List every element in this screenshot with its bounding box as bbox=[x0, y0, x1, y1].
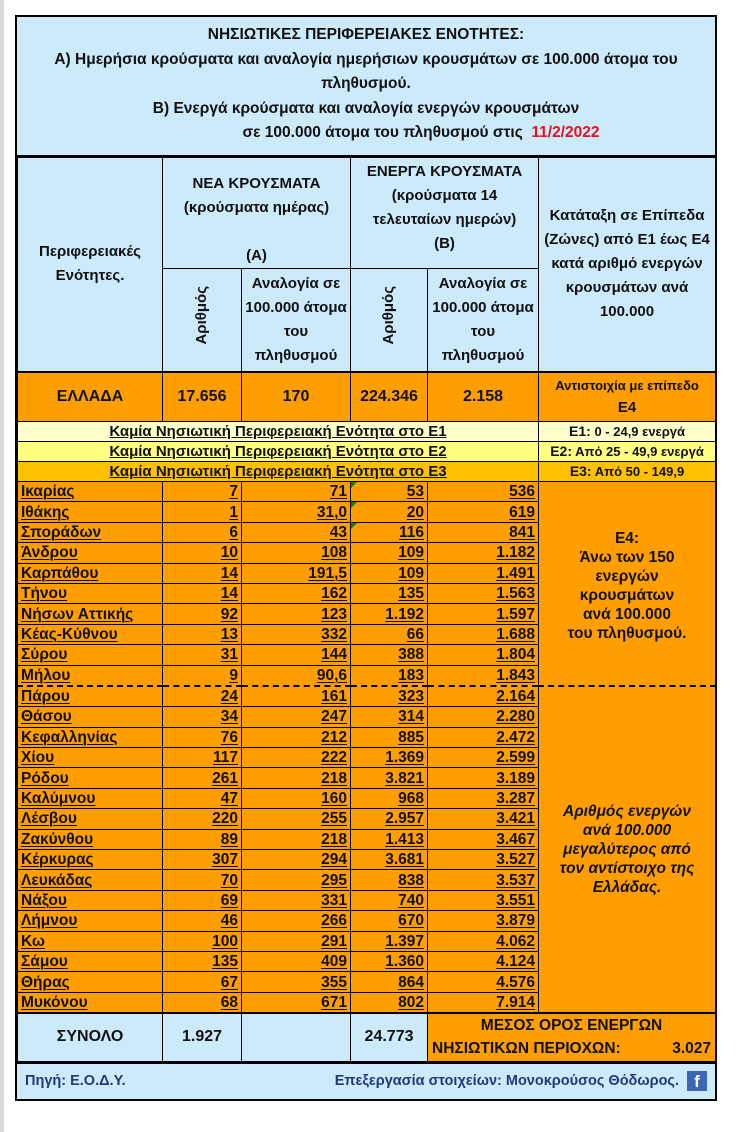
above-greece-note-l5: Ελλάδας. bbox=[592, 879, 662, 897]
island-name: Ζακύνθου bbox=[18, 829, 163, 849]
island-name: Θήρας bbox=[18, 972, 163, 992]
island-new-cases: 92 bbox=[163, 604, 242, 624]
header-active-number bbox=[351, 269, 428, 372]
facebook-icon[interactable]: f bbox=[687, 1071, 707, 1091]
island-new-cases: 14 bbox=[163, 563, 242, 583]
island-active-cases: 314 bbox=[351, 707, 428, 727]
island-new-ratio: 144 bbox=[242, 645, 351, 665]
island-active-ratio: 3.467 bbox=[428, 829, 539, 849]
greece-new: 17.656 bbox=[163, 372, 242, 422]
island-new-ratio: 409 bbox=[242, 951, 351, 971]
island-active-cases: 968 bbox=[351, 788, 428, 808]
island-active-cases: 66 bbox=[351, 624, 428, 644]
island-active-cases: 183 bbox=[351, 665, 428, 686]
island-new-ratio: 218 bbox=[242, 768, 351, 788]
title-line-5 bbox=[17, 121, 715, 146]
total-new: 1.927 bbox=[163, 1013, 242, 1061]
island-name: Λέσβου bbox=[18, 809, 163, 829]
source-text: Πηγή: Ε.Ο.Δ.Υ. bbox=[25, 1073, 126, 1090]
island-name: Χίου bbox=[18, 748, 163, 768]
island-rows bbox=[18, 482, 716, 1014]
island-name: Τήνου bbox=[18, 583, 163, 603]
credit-text: Επεξεργασία στοιχείων: Μονοκρούσος Θόδωρος. bbox=[334, 1072, 679, 1089]
island-new-cases: 14 bbox=[163, 583, 242, 603]
island-new-ratio: 222 bbox=[242, 748, 351, 768]
island-new-ratio: 212 bbox=[242, 727, 351, 747]
island-new-ratio: 43 bbox=[242, 522, 351, 542]
island-new-ratio: 90,6 bbox=[242, 665, 351, 686]
zone-e1-text: Καμία Νησιωτική Περιφερειακή Ενότητα στο Ε1 bbox=[18, 422, 539, 442]
e4-note bbox=[539, 482, 716, 686]
island-new-ratio: 355 bbox=[242, 972, 351, 992]
zone-e3-row bbox=[18, 462, 716, 482]
island-name: Καλύμνου bbox=[18, 788, 163, 808]
zone-e1-legend bbox=[539, 422, 716, 442]
island-row bbox=[18, 686, 716, 707]
island-active-cases: 740 bbox=[351, 890, 428, 910]
island-active-cases: 802 bbox=[351, 992, 428, 1013]
header-new-number-label: Αριθμός bbox=[193, 286, 210, 346]
zone-e2-row bbox=[18, 442, 716, 462]
island-new-ratio: 161 bbox=[242, 686, 351, 707]
island-active-ratio: 4.576 bbox=[428, 972, 539, 992]
island-new-ratio: 108 bbox=[242, 543, 351, 563]
zone-e2-text: Καμία Νησιωτική Περιφερειακή Ενότητα στο Ε2 bbox=[18, 442, 539, 462]
zone-e3-legend bbox=[539, 462, 716, 482]
zone-e2-range: Από 25 - 49,9 ενεργά bbox=[575, 444, 704, 459]
above-greece-note-l2: ανά 100.000 bbox=[582, 822, 672, 840]
greece-active: 224.346 bbox=[351, 372, 428, 422]
header-regions-label: Περιφερειακές Ενότητες. bbox=[39, 243, 141, 285]
island-new-ratio: 295 bbox=[242, 870, 351, 890]
header-active-cases-sub: (κρούσματα 14 τελευταίων ημερών) bbox=[372, 187, 517, 228]
island-new-ratio: 671 bbox=[242, 992, 351, 1013]
island-active-ratio: 1.688 bbox=[428, 624, 539, 644]
average-value: 3.027 bbox=[672, 1040, 712, 1058]
island-row bbox=[18, 482, 716, 502]
title-block bbox=[17, 17, 715, 157]
header-active-number-label: Αριθμός bbox=[380, 286, 398, 346]
island-name: Θάσου bbox=[18, 707, 163, 727]
total-label: ΣΥΝΟΛΟ bbox=[18, 1013, 163, 1061]
island-active-cases: 1.369 bbox=[351, 748, 428, 768]
header-regions bbox=[18, 158, 163, 372]
island-name: Ικαρίας bbox=[18, 482, 163, 502]
island-active-cases: 3.821 bbox=[351, 768, 428, 788]
island-active-ratio: 1.804 bbox=[428, 645, 539, 665]
header-new-ratio: Αναλογία σε 100.000 άτομα του πληθυσμού bbox=[242, 269, 351, 372]
title-line-3: πληθυσμού. bbox=[321, 75, 411, 92]
header-ranking: Κατάταξη σε Επίπεδα (Ζώνες) από Ε1 έως Ε4 κατά αριθμό ενεργών κρουσμάτων ανά 100.000 bbox=[539, 158, 716, 372]
island-active-cases: 885 bbox=[351, 727, 428, 747]
island-new-cases: 10 bbox=[163, 543, 242, 563]
island-active-ratio: 2.164 bbox=[428, 686, 539, 707]
total-new-ratio-empty bbox=[242, 1013, 351, 1061]
zone-e1-row bbox=[18, 422, 716, 442]
island-new-cases: 69 bbox=[163, 890, 242, 910]
island-active-cases: 20 bbox=[351, 502, 428, 522]
island-new-cases: 117 bbox=[163, 748, 242, 768]
island-new-ratio: 162 bbox=[242, 583, 351, 603]
average-label-2: ΝΗΣΙΩΤΙΚΩΝ ΠΕΡΙΟΧΩΝ: bbox=[432, 1040, 621, 1058]
zone-e2-legend bbox=[539, 442, 716, 462]
header-active-cases-tag: (Β) bbox=[434, 235, 455, 252]
island-name: Νήσων Αττικής bbox=[18, 604, 163, 624]
average-label-1: ΜΕΣΟΣ ΟΡΟΣ ΕΝΕΡΓΩΝ bbox=[480, 1017, 663, 1035]
island-new-cases: 13 bbox=[163, 624, 242, 644]
total-active: 24.773 bbox=[351, 1013, 428, 1061]
e4-note-l1: Ε4: bbox=[614, 530, 640, 548]
island-name: Κέας-Κύθνου bbox=[18, 624, 163, 644]
island-active-ratio: 3.189 bbox=[428, 768, 539, 788]
above-greece-note bbox=[539, 686, 716, 1013]
island-new-cases: 100 bbox=[163, 931, 242, 951]
island-name: Σάμου bbox=[18, 951, 163, 971]
island-new-cases: 261 bbox=[163, 768, 242, 788]
greece-level-cell bbox=[539, 372, 716, 422]
zone-e2-code: Ε2: bbox=[550, 443, 573, 459]
e4-note-l4: κρουσμάτων bbox=[579, 587, 675, 605]
island-active-cases: 1.397 bbox=[351, 931, 428, 951]
island-active-cases: 670 bbox=[351, 911, 428, 931]
island-name: Λευκάδας bbox=[18, 870, 163, 890]
island-new-cases: 7 bbox=[163, 482, 242, 502]
island-new-cases: 89 bbox=[163, 829, 242, 849]
above-greece-note-l4: τον αντίστοιχο της bbox=[559, 860, 695, 878]
header-active-ratio: Αναλογία σε 100.000 άτομα του πληθυσμού bbox=[428, 269, 539, 372]
island-active-ratio: 841 bbox=[428, 522, 539, 542]
island-active-cases: 1.413 bbox=[351, 829, 428, 849]
greece-row bbox=[18, 372, 716, 422]
island-active-cases: 388 bbox=[351, 645, 428, 665]
island-active-cases: 1.360 bbox=[351, 951, 428, 971]
island-active-cases: 1.192 bbox=[351, 604, 428, 624]
island-name: Σύρου bbox=[18, 645, 163, 665]
island-active-cases: 838 bbox=[351, 870, 428, 890]
island-new-ratio: 71 bbox=[242, 482, 351, 502]
greece-name: ΕΛΛΑΔΑ bbox=[18, 372, 163, 422]
island-name: Άνδρου bbox=[18, 543, 163, 563]
above-greece-note-l3: μεγαλύτερος από bbox=[563, 841, 691, 859]
island-new-cases: 6 bbox=[163, 522, 242, 542]
island-active-ratio: 4.062 bbox=[428, 931, 539, 951]
island-new-ratio: 255 bbox=[242, 809, 351, 829]
island-active-cases: 864 bbox=[351, 972, 428, 992]
e4-note-l5: ανά 100.000 bbox=[583, 606, 672, 624]
island-name: Πάρου bbox=[18, 686, 163, 707]
island-active-cases: 3.681 bbox=[351, 850, 428, 870]
header-new-cases-sub: (κρούσματα ημέρας) bbox=[183, 199, 330, 216]
zone-e1-range: 0 - 24,9 ενεργά bbox=[594, 424, 685, 439]
island-new-cases: 220 bbox=[163, 809, 242, 829]
island-new-ratio: 332 bbox=[242, 624, 351, 644]
island-name: Ιθάκης bbox=[18, 502, 163, 522]
island-new-ratio: 294 bbox=[242, 850, 351, 870]
island-new-cases: 135 bbox=[163, 951, 242, 971]
title-line-4: Β) Ενεργά κρούσματα και αναλογία ενεργών κρουσμάτων bbox=[152, 99, 580, 117]
island-active-ratio: 7.914 bbox=[428, 992, 539, 1013]
e4-note-l6: του πληθυσμού. bbox=[567, 625, 687, 643]
e4-note-l2: Άνω των 150 bbox=[579, 549, 675, 567]
island-new-cases: 68 bbox=[163, 992, 242, 1013]
e4-note-l3: ενεργών bbox=[595, 568, 659, 586]
island-active-ratio: 619 bbox=[428, 502, 539, 522]
island-active-ratio: 1.491 bbox=[428, 563, 539, 583]
above-greece-note-l1: Αριθμός ενεργών bbox=[563, 803, 691, 821]
island-active-cases: 116 bbox=[351, 522, 428, 542]
credit bbox=[335, 1071, 707, 1091]
island-name: Καρπάθου bbox=[18, 563, 163, 583]
island-new-cases: 46 bbox=[163, 911, 242, 931]
island-active-ratio: 1.182 bbox=[428, 543, 539, 563]
island-new-cases: 1 bbox=[163, 502, 242, 522]
island-new-cases: 70 bbox=[163, 870, 242, 890]
greece-active-ratio: 2.158 bbox=[428, 372, 539, 422]
island-active-ratio: 3.879 bbox=[428, 911, 539, 931]
island-active-ratio: 4.124 bbox=[428, 951, 539, 971]
island-new-ratio: 191,5 bbox=[242, 563, 351, 583]
island-active-ratio: 3.551 bbox=[428, 890, 539, 910]
island-new-ratio: 160 bbox=[242, 788, 351, 808]
island-name: Κω bbox=[18, 931, 163, 951]
island-name: Λήμνου bbox=[18, 911, 163, 931]
header-new-cases-tag: (Α) bbox=[246, 247, 267, 264]
island-active-ratio: 3.421 bbox=[428, 809, 539, 829]
header-new-cases bbox=[163, 158, 351, 269]
island-active-cases: 2.957 bbox=[351, 809, 428, 829]
footer bbox=[17, 1062, 715, 1099]
island-new-ratio: 247 bbox=[242, 707, 351, 727]
island-name: Κέρκυρας bbox=[18, 850, 163, 870]
island-active-ratio: 3.527 bbox=[428, 850, 539, 870]
title-line-5-text: σε 100.000 άτομα του πληθυσμού στις bbox=[242, 124, 523, 141]
average-line-2 bbox=[432, 1037, 711, 1060]
island-new-ratio: 31,0 bbox=[242, 502, 351, 522]
header-active-cases-title: ΕΝΕΡΓΑ ΚΡΟΥΣΜΑΤΑ bbox=[366, 163, 523, 180]
island-new-cases: 47 bbox=[163, 788, 242, 808]
island-active-ratio: 2.599 bbox=[428, 748, 539, 768]
zone-e3-range: Από 50 - 149,9 bbox=[594, 464, 685, 479]
island-active-ratio: 2.472 bbox=[428, 727, 539, 747]
report-date: 11/2/2022 bbox=[531, 124, 600, 141]
window-edge bbox=[0, 0, 4, 1132]
zone-e3-code: Ε3: bbox=[569, 463, 592, 479]
island-name: Σποράδων bbox=[18, 522, 163, 542]
island-active-ratio: 1.563 bbox=[428, 583, 539, 603]
data-table bbox=[17, 157, 716, 1062]
island-name: Μήλου bbox=[18, 665, 163, 686]
island-active-ratio: 1.597 bbox=[428, 604, 539, 624]
island-new-cases: 67 bbox=[163, 972, 242, 992]
header-active-cases bbox=[351, 158, 539, 269]
island-name: Νάξου bbox=[18, 890, 163, 910]
island-new-cases: 76 bbox=[163, 727, 242, 747]
island-active-ratio: 536 bbox=[428, 482, 539, 502]
island-active-ratio: 2.280 bbox=[428, 707, 539, 727]
island-active-cases: 53 bbox=[351, 482, 428, 502]
island-name: Ρόδου bbox=[18, 768, 163, 788]
title-line-2: Α) Ημερήσια κρούσματα και αναλογία ημερήσιων κρουσμάτων σε 100.000 άτομα του bbox=[54, 50, 678, 68]
island-active-cases: 135 bbox=[351, 583, 428, 603]
island-new-cases: 24 bbox=[163, 686, 242, 707]
island-new-cases: 31 bbox=[163, 645, 242, 665]
island-new-cases: 307 bbox=[163, 850, 242, 870]
average-cell bbox=[428, 1013, 716, 1061]
island-new-cases: 9 bbox=[163, 665, 242, 686]
greece-new-ratio: 170 bbox=[242, 372, 351, 422]
covid-island-table-sheet bbox=[15, 15, 717, 1101]
island-new-ratio: 266 bbox=[242, 911, 351, 931]
island-active-ratio: 1.843 bbox=[428, 665, 539, 686]
island-new-ratio: 218 bbox=[242, 829, 351, 849]
greece-level: Ε4 bbox=[617, 398, 637, 416]
island-new-ratio: 123 bbox=[242, 604, 351, 624]
zone-e3-text: Καμία Νησιωτική Περιφερειακή Ενότητα στο Ε3 bbox=[18, 462, 539, 482]
greece-level-note: Αντιστοιχία με επίπεδο bbox=[555, 377, 699, 393]
island-new-cases: 34 bbox=[163, 707, 242, 727]
island-active-cases: 109 bbox=[351, 543, 428, 563]
island-name: Μυκόνου bbox=[18, 992, 163, 1013]
island-active-ratio: 3.537 bbox=[428, 870, 539, 890]
header-new-number bbox=[163, 269, 242, 372]
total-row bbox=[18, 1013, 716, 1061]
zone-e1-code: Ε1: bbox=[569, 423, 591, 439]
island-new-ratio: 291 bbox=[242, 931, 351, 951]
island-active-cases: 109 bbox=[351, 563, 428, 583]
title-line-1: ΝΗΣΙΩΤΙΚΕΣ ΠΕΡΙΦΕΡΕΙΑΚΕΣ ΕΝΟΤΗΤΕΣ: bbox=[207, 26, 525, 43]
island-name: Κεφαλληνίας bbox=[18, 727, 163, 747]
island-new-ratio: 331 bbox=[242, 890, 351, 910]
island-active-ratio: 3.287 bbox=[428, 788, 539, 808]
header-new-cases-title: ΝΕΑ ΚΡΟΥΣΜΑΤΑ bbox=[192, 175, 321, 192]
island-active-cases: 323 bbox=[351, 686, 428, 707]
